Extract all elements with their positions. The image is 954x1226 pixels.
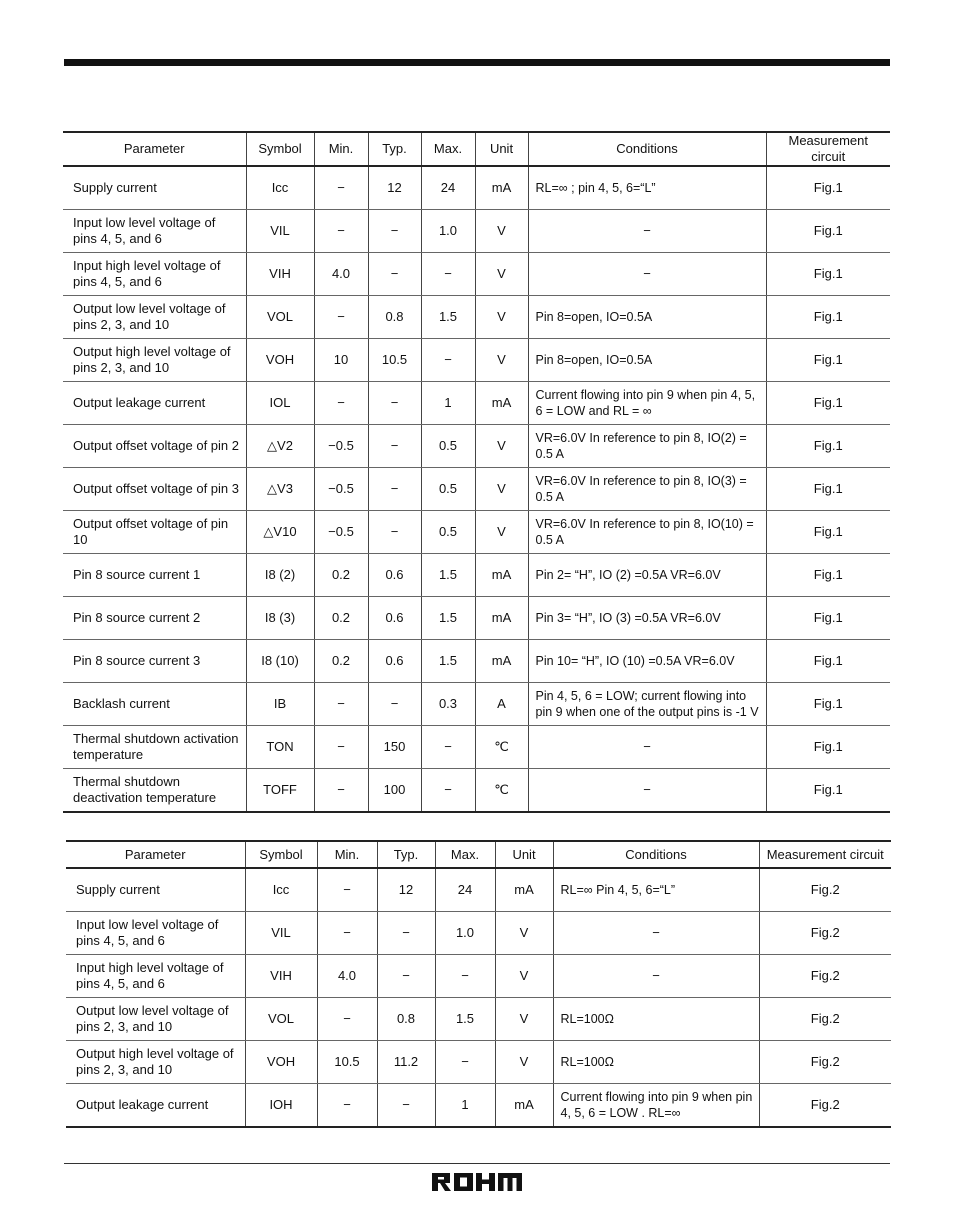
param-cell: Supply current <box>66 868 245 912</box>
symbol-cell: IOL <box>246 382 314 425</box>
max-cell: 1 <box>435 1084 495 1128</box>
max-cell: − <box>421 769 475 813</box>
max-cell: 24 <box>421 166 475 210</box>
symbol-cell: IOH <box>245 1084 317 1128</box>
min-cell: 10.5 <box>317 1041 377 1084</box>
conditions-cell: − <box>528 253 766 296</box>
unit-cell: mA <box>475 166 528 210</box>
param-cell: Output offset voltage of pin 2 <box>63 425 246 468</box>
unit-cell: mA <box>475 554 528 597</box>
typ-cell: 0.8 <box>368 296 421 339</box>
measurement-circuit-cell: Fig.1 <box>766 597 890 640</box>
table-row <box>66 1041 891 1084</box>
col-header-min: Min. <box>314 132 368 166</box>
measurement-circuit-cell: Fig.2 <box>759 955 891 998</box>
symbol-cell: VIH <box>245 955 317 998</box>
unit-cell: mA <box>475 382 528 425</box>
col-header-measurement-circuit: Measurement circuit <box>759 841 891 868</box>
unit-cell: mA <box>475 597 528 640</box>
conditions-cell: RL=100Ω <box>553 1041 759 1084</box>
min-cell: 4.0 <box>317 955 377 998</box>
typ-cell: − <box>377 955 435 998</box>
unit-cell: V <box>475 296 528 339</box>
max-cell: 0.5 <box>421 425 475 468</box>
typ-cell: − <box>368 210 421 253</box>
table-row <box>63 425 890 468</box>
typ-cell: 0.6 <box>368 597 421 640</box>
max-cell: 1.5 <box>421 597 475 640</box>
max-cell: 1.5 <box>421 554 475 597</box>
param-cell: Input high level voltage of pins 4, 5, and 6 <box>66 955 245 998</box>
col-header-parameter: Parameter <box>66 841 245 868</box>
param-cell: Pin 8 source current 1 <box>63 554 246 597</box>
conditions-cell: RL=∞ Pin 4, 5, 6=“L” <box>553 868 759 912</box>
unit-cell: ℃ <box>475 769 528 813</box>
col-header-max: Max. <box>421 132 475 166</box>
conditions-cell: RL=∞ ; pin 4, 5, 6=“L” <box>528 166 766 210</box>
symbol-cell: VIH <box>246 253 314 296</box>
param-cell: Output offset voltage of pin 10 <box>63 511 246 554</box>
unit-cell: V <box>475 425 528 468</box>
param-cell: Output leakage current <box>66 1084 245 1128</box>
typ-cell: − <box>377 1084 435 1128</box>
param-cell: Input low level voltage of pins 4, 5, and 6 <box>63 210 246 253</box>
symbol-cell: △V10 <box>246 511 314 554</box>
unit-cell: ℃ <box>475 726 528 769</box>
symbol-cell: TOFF <box>246 769 314 813</box>
param-cell: Output offset voltage of pin 3 <box>63 468 246 511</box>
conditions-cell: − <box>528 210 766 253</box>
min-cell: − <box>314 726 368 769</box>
unit-cell: V <box>475 468 528 511</box>
symbol-cell: VIL <box>245 912 317 955</box>
table-row <box>66 868 891 912</box>
table-row <box>63 597 890 640</box>
table-row <box>63 210 890 253</box>
electrical-characteristics-table-2 <box>66 840 891 1128</box>
min-cell: −0.5 <box>314 425 368 468</box>
symbol-cell: VOH <box>246 339 314 382</box>
min-cell: − <box>314 210 368 253</box>
param-cell: Output high level voltage of pins 2, 3, and 10 <box>63 339 246 382</box>
max-cell: − <box>435 955 495 998</box>
measurement-circuit-cell: Fig.2 <box>759 868 891 912</box>
conditions-cell: Current flowing into pin 9 when pin 4, 5, 6 = LOW . RL=∞ <box>553 1084 759 1128</box>
col-header-symbol: Symbol <box>246 132 314 166</box>
conditions-cell: Current flowing into pin 9 when pin 4, 5, 6 = LOW and RL = ∞ <box>528 382 766 425</box>
unit-cell: mA <box>495 1084 553 1128</box>
typ-cell: 12 <box>368 166 421 210</box>
symbol-cell: I8 (2) <box>246 554 314 597</box>
param-cell: Output high level voltage of pins 2, 3, and 10 <box>66 1041 245 1084</box>
col-header-conditions: Conditions <box>553 841 759 868</box>
table-row <box>63 339 890 382</box>
conditions-cell: − <box>528 726 766 769</box>
min-cell: − <box>314 769 368 813</box>
typ-cell: − <box>368 511 421 554</box>
typ-cell: − <box>368 382 421 425</box>
typ-cell: 11.2 <box>377 1041 435 1084</box>
conditions-cell: Pin 3= “H”, IO (3) =0.5A VR=6.0V <box>528 597 766 640</box>
table-row <box>63 511 890 554</box>
measurement-circuit-cell: Fig.2 <box>759 1041 891 1084</box>
typ-cell: 0.6 <box>368 640 421 683</box>
table-header-row <box>63 132 890 166</box>
max-cell: − <box>421 253 475 296</box>
param-cell: Output low level voltage of pins 2, 3, and 10 <box>63 296 246 339</box>
min-cell: − <box>317 868 377 912</box>
symbol-cell: VOL <box>245 998 317 1041</box>
col-header-measurement-circuit: Measurement circuit <box>766 132 890 166</box>
min-cell: 10 <box>314 339 368 382</box>
min-cell: 4.0 <box>314 253 368 296</box>
table-row <box>63 382 890 425</box>
min-cell: 0.2 <box>314 554 368 597</box>
param-cell: Thermal shutdown activation temperature <box>63 726 246 769</box>
typ-cell: 150 <box>368 726 421 769</box>
unit-cell: V <box>495 912 553 955</box>
table-row <box>63 683 890 726</box>
table-header-row <box>66 841 891 868</box>
col-header-unit: Unit <box>475 132 528 166</box>
min-cell: − <box>317 1084 377 1128</box>
measurement-circuit-cell: Fig.1 <box>766 382 890 425</box>
conditions-cell: Pin 2= “H”, IO (2) =0.5A VR=6.0V <box>528 554 766 597</box>
symbol-cell: IB <box>246 683 314 726</box>
max-cell: 0.5 <box>421 468 475 511</box>
max-cell: − <box>421 339 475 382</box>
unit-cell: V <box>475 253 528 296</box>
unit-cell: V <box>495 955 553 998</box>
table-row <box>66 998 891 1041</box>
conditions-cell: VR=6.0V In reference to pin 8, IO(10) = 0.5 A <box>528 511 766 554</box>
param-cell: Pin 8 source current 3 <box>63 640 246 683</box>
max-cell: 1.0 <box>421 210 475 253</box>
typ-cell: 100 <box>368 769 421 813</box>
table-row <box>66 1084 891 1128</box>
max-cell: 24 <box>435 868 495 912</box>
unit-cell: mA <box>495 868 553 912</box>
typ-cell: − <box>368 683 421 726</box>
param-cell: Backlash current <box>63 683 246 726</box>
col-header-max: Max. <box>435 841 495 868</box>
table-row <box>63 296 890 339</box>
conditions-cell: Pin 8=open, IO=0.5A <box>528 339 766 382</box>
table-row <box>63 554 890 597</box>
conditions-cell: − <box>553 912 759 955</box>
measurement-circuit-cell: Fig.1 <box>766 166 890 210</box>
measurement-circuit-cell: Fig.1 <box>766 210 890 253</box>
measurement-circuit-cell: Fig.1 <box>766 726 890 769</box>
col-header-symbol: Symbol <box>245 841 317 868</box>
measurement-circuit-cell: Fig.1 <box>766 296 890 339</box>
header-rule <box>64 59 890 66</box>
measurement-circuit-cell: Fig.1 <box>766 253 890 296</box>
symbol-cell: VIL <box>246 210 314 253</box>
symbol-cell: Icc <box>245 868 317 912</box>
conditions-cell: Pin 8=open, IO=0.5A <box>528 296 766 339</box>
conditions-cell: Pin 10= “H”, IO (10) =0.5A VR=6.0V <box>528 640 766 683</box>
conditions-cell: VR=6.0V In reference to pin 8, IO(2) = 0.5 A <box>528 425 766 468</box>
measurement-circuit-cell: Fig.2 <box>759 998 891 1041</box>
symbol-cell: Icc <box>246 166 314 210</box>
conditions-cell: VR=6.0V In reference to pin 8, IO(3) = 0.5 A <box>528 468 766 511</box>
symbol-cell: VOL <box>246 296 314 339</box>
table-row <box>63 468 890 511</box>
param-cell: Supply current <box>63 166 246 210</box>
col-header-parameter: Parameter <box>63 132 246 166</box>
typ-cell: − <box>368 253 421 296</box>
conditions-cell: RL=100Ω <box>553 998 759 1041</box>
table-row <box>63 640 890 683</box>
symbol-cell: △V3 <box>246 468 314 511</box>
measurement-circuit-cell: Fig.1 <box>766 425 890 468</box>
col-header-typ: Typ. <box>377 841 435 868</box>
symbol-cell: I8 (10) <box>246 640 314 683</box>
measurement-circuit-cell: Fig.1 <box>766 339 890 382</box>
conditions-cell: − <box>528 769 766 813</box>
param-cell: Input low level voltage of pins 4, 5, and 6 <box>66 912 245 955</box>
unit-cell: V <box>495 1041 553 1084</box>
measurement-circuit-cell: Fig.1 <box>766 511 890 554</box>
min-cell: − <box>314 166 368 210</box>
measurement-circuit-cell: Fig.1 <box>766 468 890 511</box>
max-cell: 1 <box>421 382 475 425</box>
min-cell: −0.5 <box>314 468 368 511</box>
symbol-cell: TON <box>246 726 314 769</box>
param-cell: Output leakage current <box>63 382 246 425</box>
typ-cell: − <box>377 912 435 955</box>
unit-cell: V <box>475 210 528 253</box>
table-row <box>66 912 891 955</box>
rohm-logo <box>432 1171 522 1193</box>
electrical-characteristics-table-1 <box>63 131 890 813</box>
measurement-circuit-cell: Fig.2 <box>759 1084 891 1128</box>
min-cell: 0.2 <box>314 640 368 683</box>
typ-cell: − <box>368 425 421 468</box>
typ-cell: − <box>368 468 421 511</box>
param-cell: Pin 8 source current 2 <box>63 597 246 640</box>
symbol-cell: VOH <box>245 1041 317 1084</box>
table-row <box>66 955 891 998</box>
conditions-cell: − <box>553 955 759 998</box>
max-cell: 0.3 <box>421 683 475 726</box>
min-cell: −0.5 <box>314 511 368 554</box>
unit-cell: mA <box>475 640 528 683</box>
measurement-circuit-cell: Fig.1 <box>766 683 890 726</box>
max-cell: − <box>421 726 475 769</box>
measurement-circuit-cell: Fig.1 <box>766 769 890 813</box>
max-cell: 1.5 <box>435 998 495 1041</box>
col-header-min: Min. <box>317 841 377 868</box>
symbol-cell: I8 (3) <box>246 597 314 640</box>
unit-cell: V <box>495 998 553 1041</box>
col-header-conditions: Conditions <box>528 132 766 166</box>
typ-cell: 0.8 <box>377 998 435 1041</box>
max-cell: − <box>435 1041 495 1084</box>
min-cell: − <box>314 382 368 425</box>
typ-cell: 0.6 <box>368 554 421 597</box>
typ-cell: 10.5 <box>368 339 421 382</box>
measurement-circuit-cell: Fig.1 <box>766 554 890 597</box>
rohm-logo-icon <box>432 1171 522 1193</box>
table-row <box>63 769 890 813</box>
col-header-unit: Unit <box>495 841 553 868</box>
max-cell: 1.0 <box>435 912 495 955</box>
table-row <box>63 253 890 296</box>
conditions-cell: Pin 4, 5, 6 = LOW; current flowing into pin 9 when one of the output pins is -1 V <box>528 683 766 726</box>
param-cell: Input high level voltage of pins 4, 5, and 6 <box>63 253 246 296</box>
min-cell: − <box>314 296 368 339</box>
measurement-circuit-cell: Fig.1 <box>766 640 890 683</box>
unit-cell: V <box>475 511 528 554</box>
max-cell: 1.5 <box>421 296 475 339</box>
min-cell: − <box>317 912 377 955</box>
min-cell: 0.2 <box>314 597 368 640</box>
table-row <box>63 166 890 210</box>
max-cell: 0.5 <box>421 511 475 554</box>
max-cell: 1.5 <box>421 640 475 683</box>
unit-cell: V <box>475 339 528 382</box>
typ-cell: 12 <box>377 868 435 912</box>
param-cell: Output low level voltage of pins 2, 3, and 10 <box>66 998 245 1041</box>
measurement-circuit-cell: Fig.2 <box>759 912 891 955</box>
min-cell: − <box>317 998 377 1041</box>
unit-cell: A <box>475 683 528 726</box>
param-cell: Thermal shutdown deactivation temperature <box>63 769 246 813</box>
footer-rule <box>64 1163 890 1164</box>
col-header-typ: Typ. <box>368 132 421 166</box>
table-row <box>63 726 890 769</box>
min-cell: − <box>314 683 368 726</box>
symbol-cell: △V2 <box>246 425 314 468</box>
